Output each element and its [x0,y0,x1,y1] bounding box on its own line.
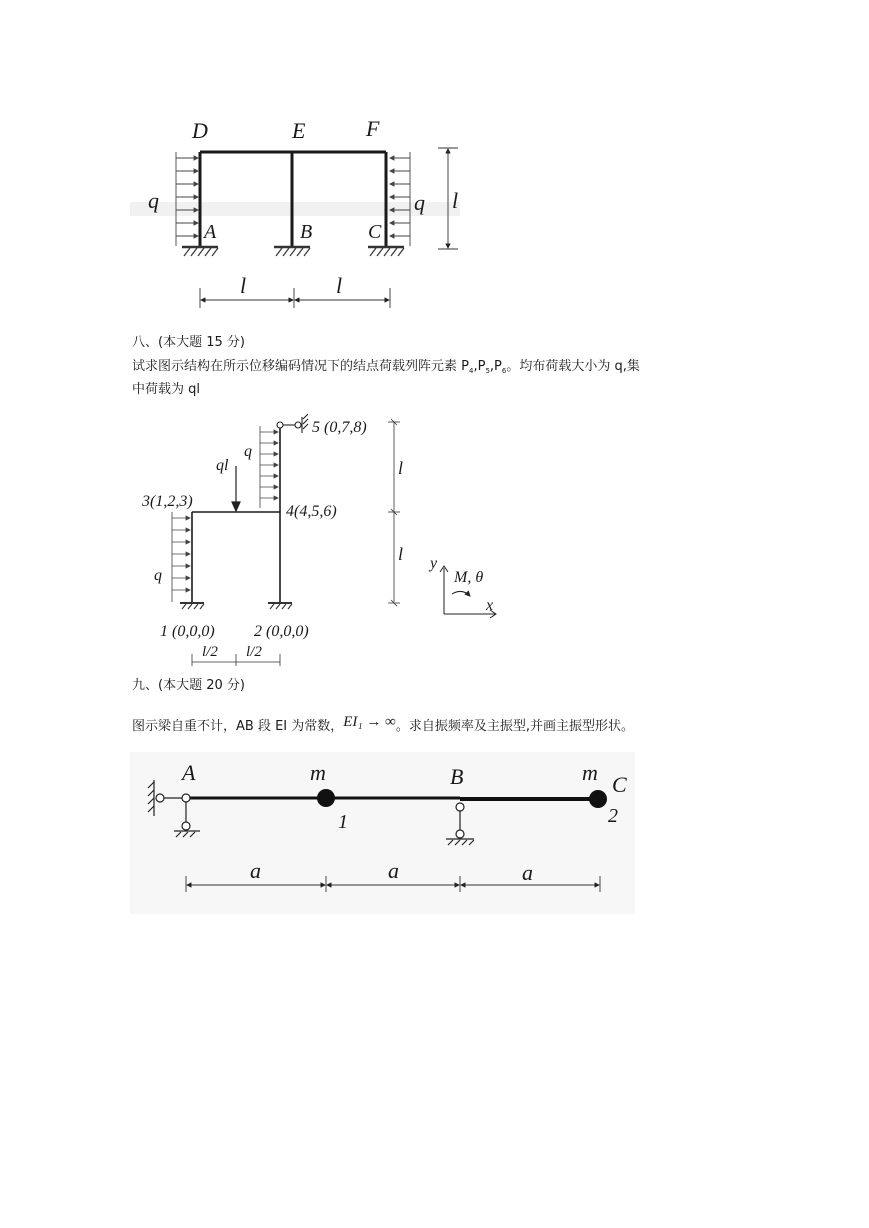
label-seg-2: a [388,858,399,883]
fixed-supports [180,603,292,609]
label-seg-3: a [522,860,533,885]
distributed-load-left [176,152,198,246]
label-b: B [450,764,464,789]
section9-heading: 九、(本大题 20 分) [132,678,245,693]
label-span-1: l [240,273,247,298]
link-support-node5 [277,414,308,433]
label-height: l [452,188,459,213]
frame-members [200,152,386,246]
label-dof-2: 2 [608,805,618,827]
span-dimension [200,288,390,308]
mass-2-dot [589,790,607,808]
label-node3: 3(1,2,3) [142,493,193,510]
beam [186,798,598,799]
label-ql: ql [216,457,229,474]
label-width-left: l/2 [202,644,218,660]
frame-members [192,426,280,602]
label-mass-2: m [582,760,598,785]
label-height-lower: l [398,544,404,564]
ei-formula: EI₁ → ∞ [343,714,396,730]
section8-heading: 八、(本大题 15 分) [132,335,245,350]
label-height-upper: l [398,458,404,478]
label-span-2: l [336,273,343,298]
fixed-supports [182,247,404,256]
label-node2: 2 (0,0,0) [254,623,309,640]
label-e: E [292,118,306,143]
coded-frame-figure [140,408,520,668]
distributed-load-right [390,152,410,246]
label-axis-x: x [486,597,494,614]
label-q-left: q [148,188,159,213]
label-a: A [204,221,217,243]
label-c: C [612,772,627,797]
label-axis-y: y [430,555,438,572]
distributed-load-lower [172,512,190,602]
label-seg-1: a [250,858,261,883]
mass-1-dot [317,789,335,807]
point-load-arrow [232,466,240,511]
label-node4: 4(4,5,6) [286,503,337,520]
label-q-upper: q [244,443,252,460]
label-d: D [192,118,208,143]
label-dof-1: 1 [338,811,348,833]
label-q-right: q [414,190,425,215]
label-b: B [300,221,313,243]
label-q-lower: q [154,567,162,584]
vertical-dimension [388,419,400,606]
section9-body: 图示梁自重不计，AB 段 EI 为常数，EI₁ → ∞。求自振频率及主振型,并画主振型形状。 [132,714,634,734]
distributed-load-upper [260,426,278,508]
label-a: A [182,760,196,785]
frame-figure [120,108,480,324]
label-width-right: l/2 [246,644,262,660]
label-c: C [368,221,382,243]
label-node1: 1 (0,0,0) [160,623,215,640]
label-f: F [366,116,380,141]
label-mass-1: m [310,760,326,785]
section8-body-line2: 中荷载为 ql [132,382,200,397]
label-moment: M, θ [454,569,484,586]
section8-body-line1: 试求图示结构在所示位移编码情况下的结点荷载列阵元素 $P_4,P_5,P_6$。均布荷载大小为 q,集 [132,359,640,375]
label-node5: 5 (0,7,8) [312,419,367,436]
beam-figure [130,752,635,914]
